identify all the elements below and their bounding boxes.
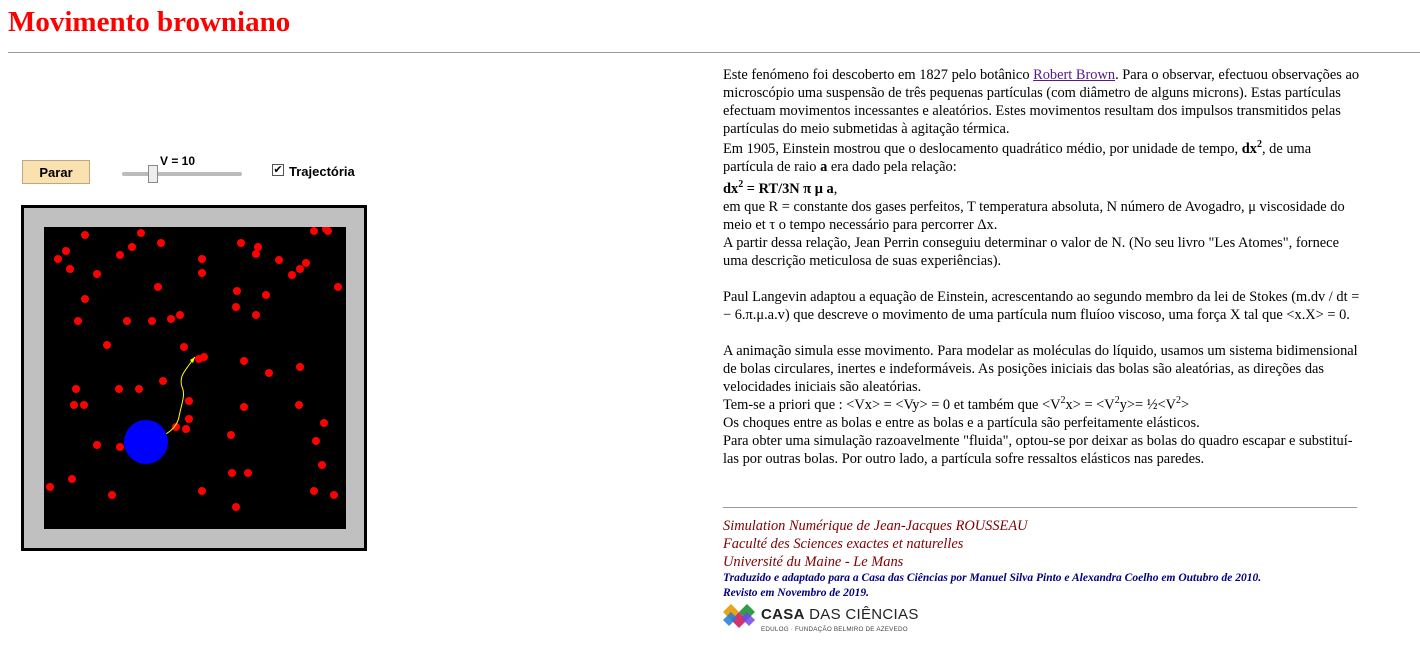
trajectory-label: Trajectória (289, 164, 355, 179)
credit-university: Université du Maine - Le Mans (723, 554, 904, 570)
superscript: 2 (1256, 139, 1262, 151)
speed-label: V = 10 (160, 154, 196, 168)
text-span: , de uma partícula de raio (723, 141, 1312, 175)
text-span: = RT/3N π μ a (743, 181, 834, 197)
logo-subtitle: EDULOG · FUNDAÇÃO BELMIRO DE AZEVEDO (761, 626, 908, 633)
molecule-ball (70, 401, 78, 409)
molecule-ball (232, 503, 240, 511)
molecule-ball (240, 403, 248, 411)
paragraph-fluid: Para obter uma simulação razoavelmente "fluida", optou-se por deixar as bolas do quadro escapar e substituí-las por outras bolas. Por outro lado, a partícula sofre ressaltos elásticos nas paredes. (723, 433, 1353, 467)
text-span: Tem-se a priori que : <Vx> = <Vy> = 0 et também que <V (723, 397, 1061, 413)
molecule-ball (228, 469, 236, 477)
molecule-ball (180, 343, 188, 351)
molecule-ball (252, 311, 260, 319)
paragraph-animation: A animação simula esse movimento. Para modelar as moléculas do líquido, usamos um sistema bidimensional de bolas circulares, inertes e indeformáveis. As posições iniciais das bolas são aleatórias, as direções das velocidades iniciais são aleatórias. (723, 343, 1358, 395)
text-span: > (1181, 397, 1190, 413)
text-span: x> = <V (1065, 397, 1115, 413)
superscript: 2 (738, 179, 744, 191)
molecule-ball (123, 317, 131, 325)
molecule-ball (108, 491, 116, 499)
speed-slider-thumb[interactable] (148, 165, 158, 183)
molecule-ball (66, 265, 74, 273)
credits (723, 517, 1363, 571)
text-span: , (833, 181, 838, 197)
paragraph-definitions: em que R = constante dos gases perfeitos, T temperatura absoluta, N número de Avogadro, μ viscosidade do meio et τ o tempo necessário para percorrer Δx. (723, 199, 1345, 233)
text-span: Em 1905, Einstein mostrou que o deslocamento quadrático médio, por unidade de tempo, (723, 141, 1242, 157)
molecule-ball (157, 239, 165, 247)
molecule-ball (135, 385, 143, 393)
molecule-ball (62, 247, 70, 255)
text-span: Este fenómeno foi descoberto em 1827 pelo botânico (723, 67, 1034, 83)
text-span: . Para o observar, efectuou observações ao microscópio uma suspensão de três pequenas partículas (com diâmetro de alguns microns). Estas partículas efectuam movimentos incessantes e aleatórios. Estes movimentos resultam dos impulsos transmitidos pelas partículas do meio submetidas à agitação térmica. (723, 67, 1360, 137)
molecule-ball (320, 419, 328, 427)
casa-das-ciencias-logo[interactable] (723, 602, 943, 636)
description-text (723, 66, 1363, 468)
molecule-ball (93, 441, 101, 449)
revision-line: Revisto em Novembro de 2019. (723, 587, 869, 599)
spacer (723, 270, 1363, 288)
molecule-ball (80, 401, 88, 409)
molecule-ball (74, 317, 82, 325)
superscript: 2 (1060, 395, 1066, 407)
molecule-ball (200, 353, 208, 361)
molecule-ball (159, 377, 167, 385)
molecule-ball (198, 255, 206, 263)
simulation-canvas[interactable] (44, 227, 346, 529)
molecule-ball (334, 283, 342, 291)
molecule-ball (295, 401, 303, 409)
paragraph-einstein (723, 140, 1363, 176)
stop-button[interactable]: Parar (22, 160, 90, 184)
logo-text (761, 606, 919, 623)
molecule-ball (128, 243, 136, 251)
text-span: y>= ½<V (1119, 397, 1177, 413)
brownian-particle (124, 420, 168, 464)
molecule-ball (198, 269, 206, 277)
molecule-ball (244, 469, 252, 477)
molecule-ball (310, 227, 318, 235)
molecule-ball (81, 295, 89, 303)
molecule-ball (262, 291, 270, 299)
molecule-ball (116, 443, 124, 451)
molecule-ball (275, 256, 283, 264)
credit-author: Simulation Numérique de Jean-Jacques ROUSSEAU (723, 518, 1028, 534)
paragraph-velocity (723, 396, 1363, 414)
speed-slider-track[interactable] (122, 172, 242, 176)
molecule-ball (302, 259, 310, 267)
credit-faculty: Faculté des Sciences exactes et naturelles (723, 536, 964, 552)
molecule-ball (116, 251, 124, 259)
text-span: dx (723, 181, 739, 197)
spacer (723, 324, 1363, 342)
molecule-ball (312, 437, 320, 445)
molecule-ball (115, 385, 123, 393)
molecule-ball (240, 357, 248, 365)
logo-icon (723, 604, 755, 630)
molecule-ball (296, 265, 304, 273)
molecule-ball (185, 415, 193, 423)
einstein-equation (723, 180, 1363, 198)
molecule-ball (81, 231, 89, 239)
molecule-ball (252, 250, 260, 258)
molecule-ball (233, 287, 241, 295)
title-divider (8, 52, 1420, 53)
molecule-ball (46, 483, 54, 491)
molecule-ball (288, 271, 296, 279)
superscript: 2 (1176, 395, 1182, 407)
text-span: dx (1241, 141, 1257, 157)
molecule-ball (185, 397, 193, 405)
molecule-ball (167, 315, 175, 323)
molecule-ball (198, 487, 206, 495)
molecule-ball (54, 255, 62, 263)
molecule-ball (318, 461, 326, 469)
paragraph-brown (723, 66, 1363, 138)
molecule-ball (93, 270, 101, 278)
robert-brown-link[interactable]: Robert Brown (1033, 67, 1116, 83)
translation-line: Traduzido e adaptado para a Casa das Ciências por Manuel Silva Pinto e Alexandra Coelho em Outubro de 2010. (723, 572, 1262, 584)
logo-text-rest: DAS CIÊNCIAS (804, 606, 919, 623)
molecule-ball (237, 239, 245, 247)
dx-term (1242, 141, 1262, 157)
molecule-ball (254, 243, 262, 251)
molecule-ball (232, 303, 240, 311)
molecule-ball (103, 341, 111, 349)
paragraph-perrin: A partir dessa relação, Jean Perrin conseguiu determinar o valor de N. (No seu livro "Les Atomes", fornece uma descrição meticulosa de suas experiências). (723, 235, 1339, 269)
molecule-ball (68, 475, 76, 483)
trajectory-checkbox[interactable]: ✔ (273, 164, 283, 176)
molecule-ball (154, 283, 162, 291)
translation-credits (723, 571, 1383, 601)
molecule-ball (176, 311, 184, 319)
molecule-ball (310, 487, 318, 495)
paragraph-langevin: Paul Langevin adaptou a equação de Einstein, acrescentando ao segundo membro da lei de Stokes (m.dv / dt = − 6.π.μ.a.v) que descreve o movimento de uma partícula num fluíoo viscoso, uma força X tal que <x.X> = 0. (723, 289, 1360, 323)
molecule-ball (296, 363, 304, 371)
molecule-ball (182, 425, 190, 433)
molecule-ball (227, 431, 235, 439)
page-title: Movimento browniano (8, 6, 291, 38)
molecule-ball (137, 229, 145, 237)
text-span: era dado pela relação: (827, 159, 957, 175)
logo-text-bold: CASA (761, 606, 805, 623)
molecule-ball (265, 369, 273, 377)
paragraph-collisions: Os choques entre as bolas e entre as bolas e a partícula são perfeitamente elásticos. (723, 415, 1200, 431)
credits-divider (723, 507, 1357, 508)
superscript: 2 (1114, 395, 1120, 407)
molecule-ball (72, 385, 80, 393)
simulation-controls (22, 150, 362, 190)
molecule-ball (148, 317, 156, 325)
radius-var: a (820, 159, 828, 175)
molecule-ball (330, 491, 338, 499)
